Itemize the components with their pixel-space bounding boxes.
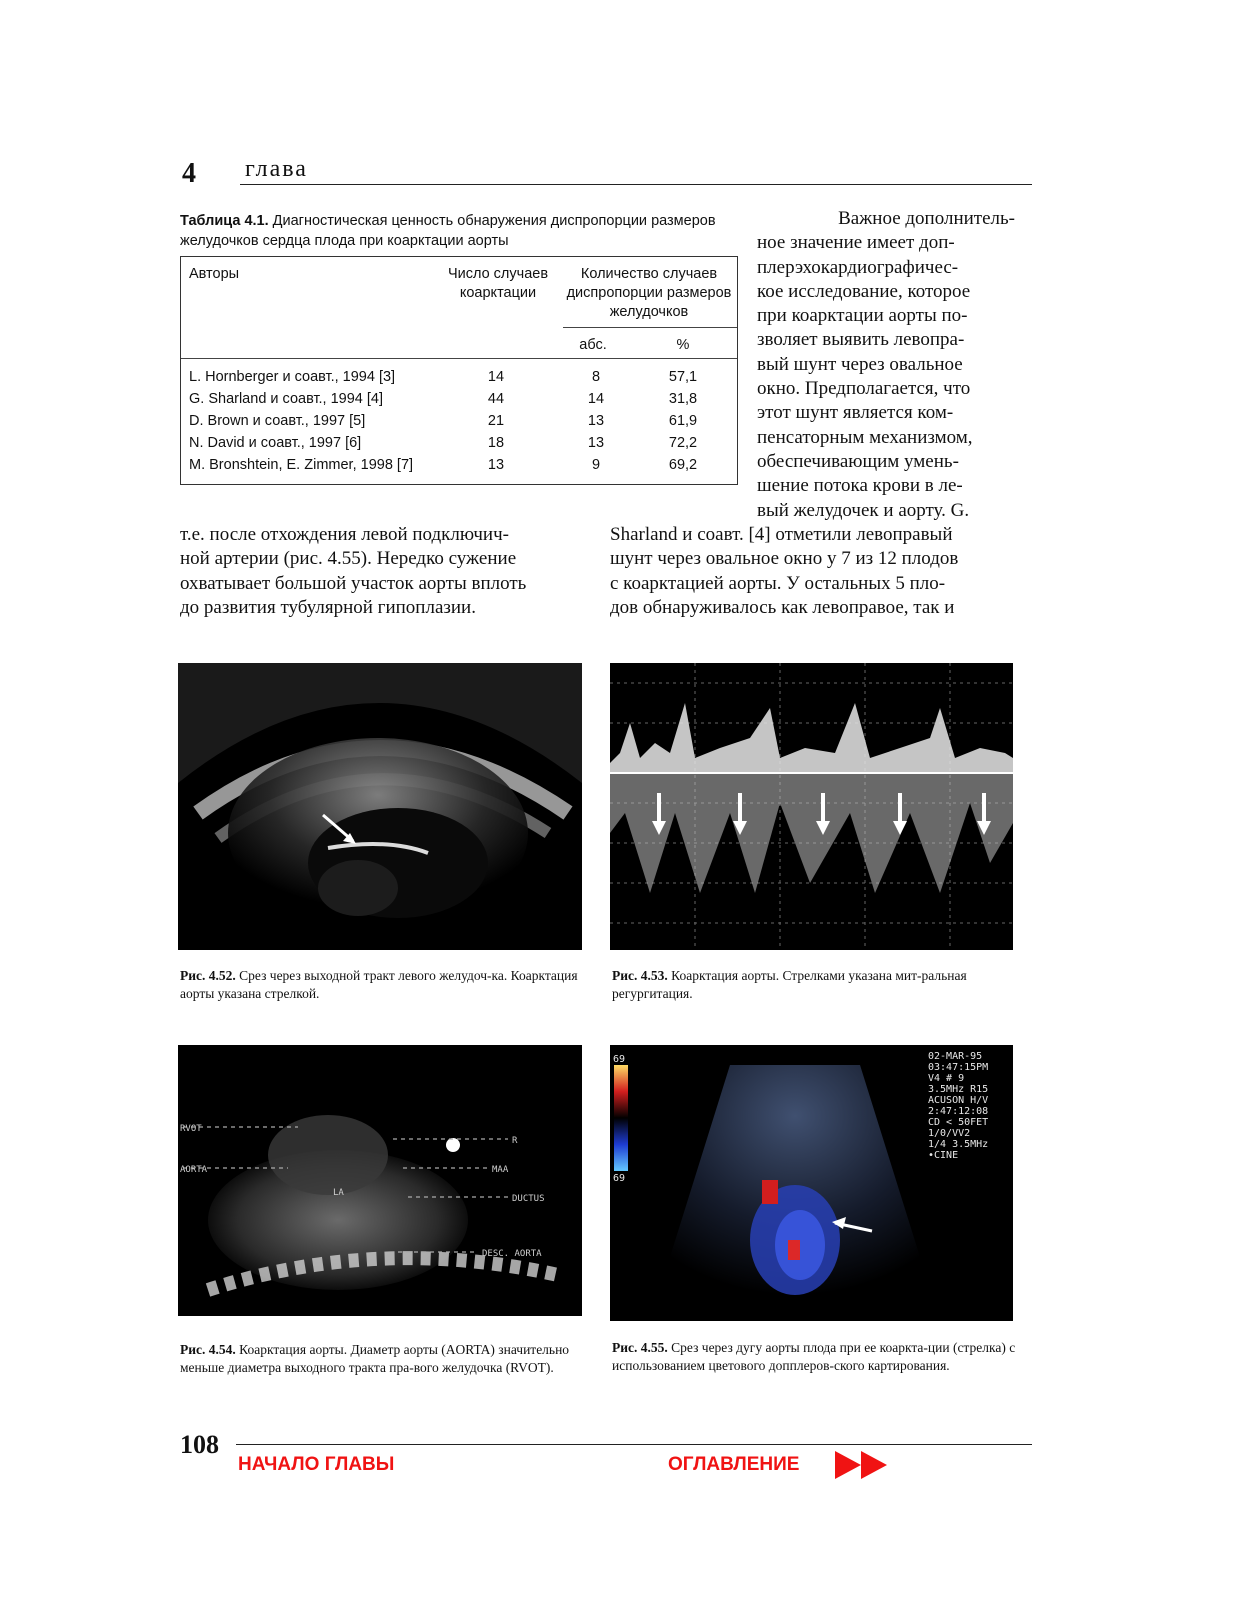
text-line: вый желудочек и аорту. G. xyxy=(757,499,970,521)
text-line: ное значение имеет доп- xyxy=(757,232,955,254)
text-line: Sharland и соавт. [4] отметили левоправый xyxy=(610,524,953,545)
figure-caption-text: Срез через дугу аорты плода при ее коаркта-ции (стрелка) с использованием цветового допплеров-ского картирования. xyxy=(612,1340,1016,1373)
cell-cases: 14 xyxy=(487,369,505,385)
page-number: 108 xyxy=(180,1430,219,1459)
label-desc-aorta: DESC. AORTA xyxy=(482,1249,542,1259)
cell-cases: 18 xyxy=(487,435,505,451)
text-line: шение потока крови в ле- xyxy=(757,475,963,497)
subheader-rule xyxy=(563,327,737,328)
overlay-line: CD < 50FET xyxy=(928,1117,989,1128)
cell-pct: 57,1 xyxy=(668,369,698,385)
text-line: Важное дополнитель- xyxy=(838,208,1015,229)
scale-top-label: 69 xyxy=(613,1054,626,1065)
text-line: т.е. после отхождения левой подключич- xyxy=(180,524,509,545)
data-table xyxy=(180,256,738,485)
overlay-line: 1/4 3.5MHz xyxy=(928,1139,989,1150)
cell-author: G. Sharland и соавт., 1994 [4] xyxy=(189,391,383,407)
label-rvot: RVOT xyxy=(180,1124,202,1134)
footer-rule xyxy=(236,1444,1032,1445)
overlay-line: 3.5MHz R15 xyxy=(928,1084,989,1095)
cell-pct: 61,9 xyxy=(668,413,698,429)
label-r: R xyxy=(512,1136,518,1146)
label-la: LA xyxy=(333,1188,344,1198)
body-text-right xyxy=(757,207,1015,523)
figure-4-55-image xyxy=(610,1045,1013,1321)
label-aorta: AORTA xyxy=(180,1165,208,1175)
text-line: зволяет выявить левопра- xyxy=(757,329,965,351)
cell-abs: 9 xyxy=(591,457,601,473)
overlay-line: 02-MAR-95 xyxy=(928,1051,983,1062)
cell-abs: 13 xyxy=(587,413,605,429)
cell-pct: 31,8 xyxy=(668,391,698,407)
overlay-line: 1/0/VV2 xyxy=(928,1128,971,1139)
ultrasound-aorta-image xyxy=(178,1045,582,1316)
figure-caption-text: Срез через выходной тракт левого желудоч-ка. Коарктация аорты указана стрелкой. xyxy=(180,968,578,1001)
figure-4-52-image xyxy=(178,663,582,950)
text-line: плерэхокардиографичес- xyxy=(757,256,959,278)
text-line: окно. Предполагается, что xyxy=(757,378,971,400)
table-of-contents-link[interactable]: ОГЛАВЛЕНИЕ xyxy=(668,1454,800,1475)
overlay-line: ACUSON H/V xyxy=(928,1095,989,1106)
cell-author: M. Bronshtein, E. Zimmer, 1998 [7] xyxy=(189,457,414,473)
cell-abs: 14 xyxy=(587,391,605,407)
table-caption xyxy=(180,211,740,251)
text-line: ной артерии (рис. 4.55). Нередко сужение xyxy=(180,548,517,570)
cell-author: L. Hornberger и соавт., 1994 [3] xyxy=(189,369,396,385)
ultrasound-lvot-image xyxy=(178,663,582,950)
label-maa: MAA xyxy=(492,1165,509,1175)
text-line: вый шунт через овальное xyxy=(757,353,963,375)
text-line: пенсаторным механизмом, xyxy=(757,426,973,448)
figure-label: Рис. 4.53. xyxy=(612,968,668,983)
th-pct: % xyxy=(676,337,690,353)
figure-label: Рис. 4.54. xyxy=(180,1342,236,1357)
cell-cases: 44 xyxy=(487,391,505,407)
figure-4-52-caption xyxy=(180,967,584,1003)
figure-label: Рис. 4.55. xyxy=(612,1340,668,1355)
figure-label: Рис. 4.52. xyxy=(180,968,236,983)
figure-4-53-image xyxy=(610,663,1013,950)
scale-bottom-label: 69 xyxy=(613,1173,626,1184)
overlay-line: 03:47:15PM xyxy=(928,1062,989,1073)
header-rule xyxy=(240,184,1032,185)
overlay-line: 2:47:12:08 xyxy=(928,1106,989,1117)
figure-4-54-caption xyxy=(180,1341,584,1377)
cell-abs: 8 xyxy=(591,369,601,385)
text-line: дов обнаруживалось как левоправое, так и xyxy=(610,596,955,618)
label-ductus: DUCTUS xyxy=(512,1194,545,1204)
text-line: кое исследование, которое xyxy=(757,280,971,302)
body-text-right-lower xyxy=(610,523,1020,620)
text-line: при коарктации аорты по- xyxy=(757,305,968,327)
chapter-start-link[interactable]: НАЧАЛО ГЛАВЫ xyxy=(238,1454,395,1475)
figure-caption-text: Коарктация аорты. Диаметр аорты (AORTA) значительно меньше диаметра выходного тракта пра-вого желудочка (RVOT). xyxy=(180,1342,570,1375)
chapter-number: 4 xyxy=(182,158,196,189)
text-line: охватывает большой участок аорты вплоть xyxy=(180,572,527,594)
chapter-word: глава xyxy=(245,156,308,182)
header-rule-table xyxy=(181,358,737,359)
text-line: до развития тубулярной гипоплазии. xyxy=(180,596,476,618)
figure-4-53-caption xyxy=(612,967,1016,1003)
fast-forward-icon[interactable] xyxy=(835,1451,891,1479)
figure-caption-text: Коарктация аорты. Стрелками указана мит-ральная регургитация. xyxy=(612,968,967,1001)
body-text-left xyxy=(180,523,590,620)
table-caption-text: Диагностическая ценность обнаружения диспропорции размеров желудочков сердца плода при коарктации аорты xyxy=(180,213,716,249)
cell-cases: 13 xyxy=(487,457,505,473)
text-line: с коарктацией аорты. У остальных 5 пло- xyxy=(610,572,946,594)
overlay-line: •CINE xyxy=(928,1150,959,1161)
color-doppler-image xyxy=(610,1045,1013,1321)
overlay-line: V4 # 9 xyxy=(928,1073,965,1084)
th-cases: Число случаев коарктации xyxy=(447,266,549,301)
text-line: обеспечивающим умень- xyxy=(757,450,959,472)
table-caption-label: Таблица 4.1. xyxy=(180,213,269,229)
figure-4-55-caption xyxy=(612,1339,1016,1375)
cell-abs: 13 xyxy=(587,435,605,451)
cell-pct: 72,2 xyxy=(668,435,698,451)
figure-4-54-image xyxy=(178,1045,582,1316)
cell-pct: 69,2 xyxy=(668,457,698,473)
th-abs: абс. xyxy=(579,337,607,353)
color-scale xyxy=(614,1065,628,1171)
cell-author: D. Brown и соавт., 1997 [5] xyxy=(189,413,366,429)
text-line: шунт через овальное окно у 7 из 12 плодов xyxy=(610,548,959,570)
text-line: этот шунт является ком- xyxy=(757,402,954,424)
th-disproportion: Количество случаев диспропорции размеров желудочков xyxy=(566,266,732,320)
cell-cases: 21 xyxy=(487,413,505,429)
th-authors: Авторы xyxy=(189,266,240,282)
cell-author: N. David и соавт., 1997 [6] xyxy=(189,435,362,451)
doppler-spectrum-image xyxy=(610,663,1013,950)
